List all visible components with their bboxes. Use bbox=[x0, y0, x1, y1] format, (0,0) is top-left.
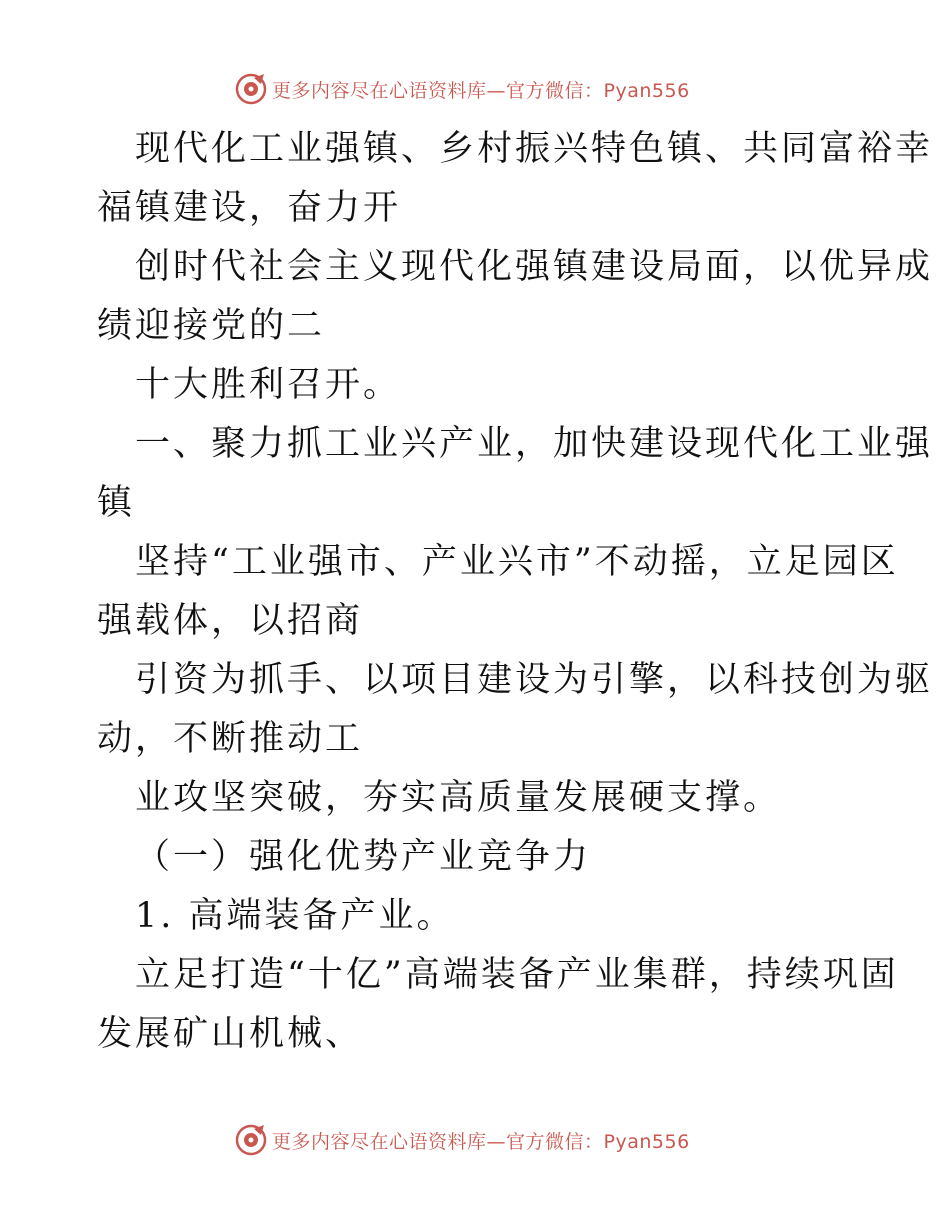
header-watermark bbox=[234, 72, 690, 106]
body-line: 福镇建设，奋力开 bbox=[97, 188, 402, 228]
body-line: 强载体，以招商 bbox=[97, 601, 364, 641]
body-line: 创时代社会主义现代化强镇建设局面，以优异成 bbox=[135, 247, 934, 287]
body-line: 业攻坚突破，夯实高质量发展硬支撑。 bbox=[135, 778, 782, 818]
section-heading: 一、聚力抓工业兴产业，加快建设现代化工业强 bbox=[135, 424, 934, 464]
body-line: 现代化工业强镇、乡村振兴特色镇、共同富裕幸 bbox=[135, 129, 934, 169]
watermark-text: 更多内容尽在心语资料库—官方微信：Pyan556 bbox=[272, 1130, 690, 1153]
body-line: 坚持“工业强市、产业兴市”不动摇，立足园区 bbox=[135, 542, 899, 582]
section-heading-continued: 镇 bbox=[97, 483, 136, 523]
body-line: 引资为抓手、以项目建设为引擎，以科技创为驱 bbox=[135, 660, 934, 700]
footer-watermark bbox=[234, 1123, 690, 1157]
body-line: 动，不断推动工 bbox=[97, 719, 364, 759]
body-line: 十大胜利召开。 bbox=[135, 365, 402, 405]
body-line: 发展矿山机械、 bbox=[97, 1014, 364, 1054]
document-body bbox=[97, 120, 934, 1064]
seal-logo-icon bbox=[234, 72, 268, 106]
watermark-text: 更多内容尽在心语资料库—官方微信：Pyan556 bbox=[272, 79, 690, 102]
body-line: 绩迎接党的二 bbox=[97, 306, 326, 346]
seal-logo-icon bbox=[234, 1123, 268, 1157]
subsection-heading: （一）强化优势产业竞争力 bbox=[135, 837, 592, 877]
body-line: 立足打造“十亿”高端装备产业集群，持续巩固 bbox=[135, 955, 899, 995]
numbered-item: 1. 高端装备产业。 bbox=[135, 896, 455, 936]
